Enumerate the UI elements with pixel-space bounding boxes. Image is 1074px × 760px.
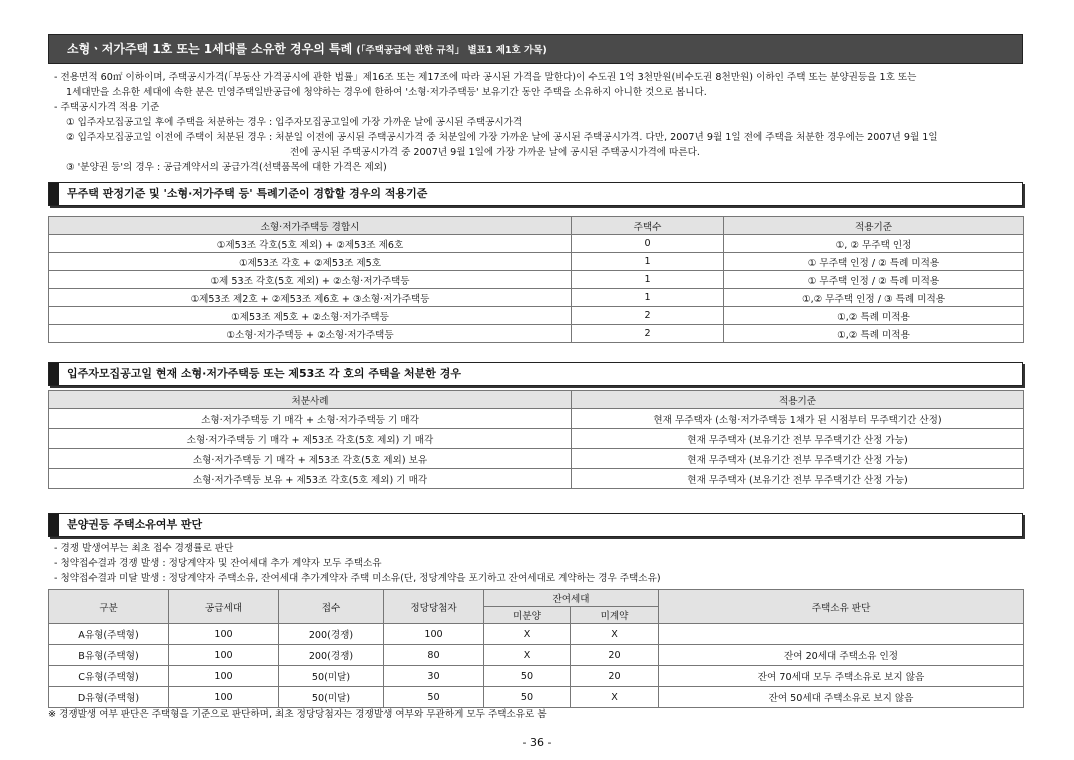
table-cell: 50(미달): [279, 666, 384, 687]
section1-line: - 주택공시가격 적용 기준: [54, 102, 160, 113]
table-cell: X: [571, 624, 659, 645]
section4-line: - 경쟁 발생여부는 최초 접수 경쟁률로 판단: [54, 543, 234, 554]
table-cell: A유형(주택형): [49, 624, 169, 645]
table-cell: ①,② 특례 미적용: [724, 307, 1024, 325]
table-cell: ①제53조 제2호 + ②제53조 제6호 + ③소형·저가주택등: [49, 289, 572, 307]
column-header: 구분: [49, 590, 169, 624]
table-cell: 2: [572, 307, 724, 325]
table-row: [49, 271, 1024, 289]
section1-line: ② 입주자모집공고일 이전에 주택이 처분된 경우 : 처분일 이전에 공시된 주택공시가격 중 처분일에 가장 가까운 날에 공시된 주택공시가격. 다만, 2007년 9월 1일 전에 주택을 처분한 경우에는 2007년 9월 1일: [66, 132, 938, 143]
table-cell: 현재 무주택자 (보유기간 전부 무주택기간 산정 가능): [572, 469, 1024, 489]
table-cell: 1: [572, 271, 724, 289]
table-cell: 200(경쟁): [279, 624, 384, 645]
section2-title: 무주택 판정기준 및 '소형·저가주택 등' 특례기준이 경합할 경우의 적용기준: [67, 187, 428, 200]
table-cell: 2: [572, 325, 724, 343]
table-cell: 200(경쟁): [279, 645, 384, 666]
table-cell: ①,② 특례 미적용: [724, 325, 1024, 343]
section1-header: [48, 34, 1023, 64]
table-cell: 50: [484, 666, 571, 687]
table-header-row: [49, 217, 1024, 235]
table-cell: 0: [572, 235, 724, 253]
table-cell: 50: [484, 687, 571, 708]
table-cell: C유형(주택형): [49, 666, 169, 687]
section1-line: - 전용면적 60㎡ 이하이며, 주택공시가격(「부동산 가격공시에 관한 법률」제16조 또는 제17조에 따라 공시된 가격을 말한다)이 수도권 1억 3천만원(비수도권 8천만원) 이하인 주택 또는 분양권등을 1호 또는: [54, 72, 917, 83]
column-header: 적용기준: [724, 217, 1024, 235]
table-cell: ① 무주택 인정 / ② 특례 미적용: [724, 253, 1024, 271]
table-cell: D유형(주택형): [49, 687, 169, 708]
section1-line: ③ '분양권 등'의 경우 : 공급계약서의 공급가격(선택품목에 대한 가격은 제외): [66, 162, 387, 173]
table-header-row: [49, 391, 1024, 409]
section4-header: [48, 513, 1023, 537]
table-cell: 잔여 20세대 주택소유 인정: [659, 645, 1024, 666]
table-cell: 현재 무주택자 (소형·저가주택등 1채가 된 시점부터 무주택기간 산정): [572, 409, 1024, 429]
table-cell: 100: [169, 666, 279, 687]
table-cell: ①소형·저가주택등 + ②소형·저가주택등: [49, 325, 572, 343]
column-header: 처분사례: [49, 391, 572, 409]
column-header: 접수: [279, 590, 384, 624]
table-row: [49, 687, 1024, 708]
section4-table: [48, 589, 1024, 708]
table-header-row: [49, 590, 1024, 607]
table-cell: ①제53조 제5호 + ②소형·저가주택등: [49, 307, 572, 325]
table-cell: 30: [384, 666, 484, 687]
section3-header: [48, 362, 1023, 386]
section1-title: 소형ㆍ저가주택 1호 또는 1세대를 소유한 경우의 특례: [67, 42, 353, 56]
table-cell: 현재 무주택자 (보유기간 전부 무주택기간 산정 가능): [572, 429, 1024, 449]
section1-line: ① 입주자모집공고일 후에 주택을 처분하는 경우 : 입주자모집공고일에 가장 가까운 날에 공시된 주택공시가격: [66, 117, 523, 128]
table-cell: 100: [384, 624, 484, 645]
table-cell: ①제53조 각호(5호 제외) + ②제53조 제6호: [49, 235, 572, 253]
column-header: 주택수: [572, 217, 724, 235]
table-cell: B유형(주택형): [49, 645, 169, 666]
table-cell: 100: [169, 687, 279, 708]
table-cell: X: [484, 624, 571, 645]
table-cell: ①제53조 각호 + ②제53조 제5호: [49, 253, 572, 271]
table-cell: ①, ② 무주택 인정: [724, 235, 1024, 253]
table-cell: 100: [169, 645, 279, 666]
table-cell: X: [484, 645, 571, 666]
section3-table: [48, 390, 1024, 489]
table-cell: 잔여 70세대 모두 주택소유로 보지 않음: [659, 666, 1024, 687]
column-header: 미분양: [484, 607, 571, 624]
column-header: 소형·저가주택등 경합시: [49, 217, 572, 235]
table-cell: 1: [572, 289, 724, 307]
section4-title: 분양권등 주택소유여부 판단: [67, 518, 203, 531]
table-cell: 소형·저가주택등 기 매각 + 제53조 각호(5호 제외) 기 매각: [49, 429, 572, 449]
table-row: [49, 289, 1024, 307]
section4-line: - 청약접수결과 미달 발생 : 정당계약자 주택소유, 잔여세대 추가계약자 주택 미소유(단, 정당계약을 포기하고 잔여세대로 계약하는 경우 주택소유): [54, 573, 661, 584]
table-cell: 20: [571, 645, 659, 666]
section1-subtitle: (「주택공급에 관한 규칙」 별표1 제1호 가목): [356, 45, 547, 56]
column-header: 적용기준: [572, 391, 1024, 409]
table-row: [49, 469, 1024, 489]
table-row: [49, 666, 1024, 687]
table-row: [49, 429, 1024, 449]
table-cell: 50: [384, 687, 484, 708]
table-cell: 잔여 50세대 주택소유로 보지 않음: [659, 687, 1024, 708]
section3-title: 입주자모집공고일 현재 소형·저가주택등 또는 제53조 각 호의 주택을 처분한 경우: [67, 367, 461, 380]
column-header: 공급세대: [169, 590, 279, 624]
table-cell: [659, 624, 1024, 645]
section1-line: 1세대만을 소유한 세대에 속한 분은 민영주택일반공급에 청약하는 경우에 한하여 '소형·저가주택등' 보유기간 동안 주택을 소유하지 아니한 것으로 봅니다.: [66, 87, 707, 98]
table-cell: 현재 무주택자 (보유기간 전부 무주택기간 산정 가능): [572, 449, 1024, 469]
table-cell: 80: [384, 645, 484, 666]
column-header: 잔여세대: [484, 590, 659, 607]
table-row: [49, 325, 1024, 343]
column-header: 정당당첨자: [384, 590, 484, 624]
table-row: [49, 645, 1024, 666]
table-cell: 100: [169, 624, 279, 645]
table-cell: ①,② 무주택 인정 / ③ 특례 미적용: [724, 289, 1024, 307]
section1-line: 전에 공시된 주택공시가격 중 2007년 9월 1일에 가장 가까운 날에 공시된 주택공시가격에 따른다.: [290, 147, 700, 158]
table-cell: 20: [571, 666, 659, 687]
section1-body: [48, 70, 1023, 175]
table-cell: 50(미달): [279, 687, 384, 708]
table-row: [49, 307, 1024, 325]
column-header: 미계약: [571, 607, 659, 624]
section2-table: [48, 216, 1024, 343]
table-cell: ①제 53조 각호(5호 제외) + ②소형·저가주택등: [49, 271, 572, 289]
section4-line: - 청약접수결과 경쟁 발생 : 정당계약자 및 잔여세대 추가 계약자 모두 주택소유: [54, 558, 382, 569]
page-number: - 36 -: [522, 736, 552, 749]
table-cell: 1: [572, 253, 724, 271]
table-cell: 소형·저가주택등 보유 + 제53조 각호(5호 제외) 기 매각: [49, 469, 572, 489]
table-cell: ① 무주택 인정 / ② 특례 미적용: [724, 271, 1024, 289]
column-header: 주택소유 판단: [659, 590, 1024, 624]
footnote: ※ 경쟁발생 여부 판단은 주택형을 기준으로 판단하며, 최초 정당당첨자는 경쟁발생 여부와 무관하게 모두 주택소유로 봄: [48, 709, 547, 720]
table-row: [49, 624, 1024, 645]
section4-body: [48, 541, 1023, 586]
table-row: [49, 235, 1024, 253]
section2-header: [48, 182, 1023, 206]
table-cell: X: [571, 687, 659, 708]
table-row: [49, 253, 1024, 271]
table-cell: 소형·저가주택등 기 매각 + 제53조 각호(5호 제외) 보유: [49, 449, 572, 469]
table-row: [49, 449, 1024, 469]
table-cell: 소형·저가주택등 기 매각 + 소형·저가주택등 기 매각: [49, 409, 572, 429]
table-row: [49, 409, 1024, 429]
